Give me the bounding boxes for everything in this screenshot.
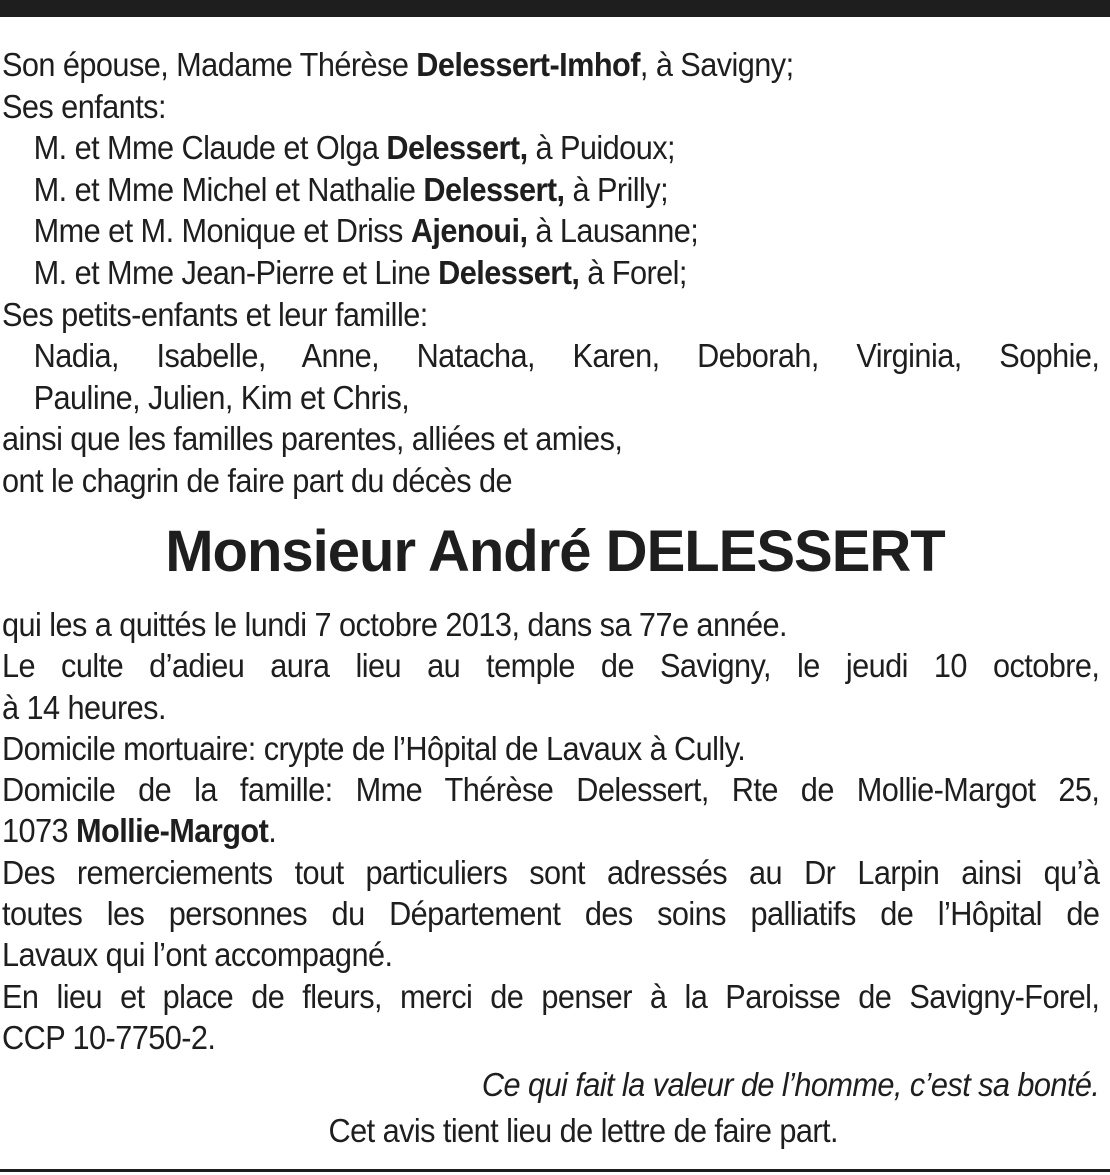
child-suffix: à Prilly; (564, 170, 669, 208)
child-suffix: à Forel; (579, 253, 687, 291)
memorial-quote: Ce qui fait la valeur de l’homme, c’est sa bonté. (481, 1066, 1100, 1104)
child-name: Delessert, (423, 170, 565, 208)
spouse-name: Delessert-Imhof (416, 46, 640, 83)
child-suffix: à Lausanne; (527, 212, 699, 250)
mortuary-line: Domicile mortuaire: crypte de l’Hôpital de Lavaux à Cully. (2, 729, 746, 767)
family-home-line: Domicile de la famille: Mme Thérèse Delessert, Rte de Mollie-Margot 25, (2, 771, 1100, 809)
service-details (2, 604, 1099, 1151)
child-name: Delessert, (438, 253, 580, 291)
grandchildren-line: Pauline, Julien, Kim et Chris, (33, 378, 410, 416)
bottom-rule (0, 1169, 1110, 1172)
grandchildren-line: Nadia, Isabelle, Anne, Natacha, Karen, Deborah, Virginia, Sophie, (33, 337, 1100, 375)
child-suffix: à Puidoux; (527, 129, 675, 167)
family-announcement (2, 44, 1099, 502)
town-name: Mollie-Margot (76, 812, 269, 850)
service-line: Le culte d’adieu aura lieu au temple de Savigny, le jeudi 10 octobre, (2, 647, 1100, 685)
deceased-name: Monsieur André DELESSERT (165, 519, 945, 584)
child-line (2, 127, 1099, 169)
passed-line: qui les a quittés le lundi 7 octobre 2013, dans sa 77e année. (2, 606, 787, 643)
spouse-suffix: , à Savigny; (639, 46, 794, 83)
child-name: Ajenoui, (410, 212, 528, 250)
child-prefix: M. et Mme Claude et Olga (33, 129, 387, 167)
thanks-line: Lavaux qui l’ont accompagné. (2, 936, 393, 974)
families-line: ainsi que les familles parentes, alliées et amies, (2, 420, 623, 458)
spouse-line (2, 44, 1099, 86)
spouse-prefix: Son épouse, Madame Thérèse (2, 46, 417, 83)
closing-line: Cet avis tient lieu de lettre de faire part. (328, 1111, 838, 1149)
thanks-line: Des remerciements tout particuliers sont adressés au Dr Larpin ainsi qu’à (2, 853, 1100, 891)
flowers-line: CCP 10-7750-2. (2, 1018, 216, 1056)
top-rule (0, 0, 1110, 17)
announce-line: ont le chagrin de faire part du décès de (2, 461, 513, 499)
child-prefix: M. et Mme Jean-Pierre et Line (33, 253, 439, 291)
child-line (2, 169, 1099, 211)
child-line (2, 210, 1099, 252)
children-heading: Ses enfants: (2, 87, 166, 125)
family-home-town-line (2, 810, 1099, 851)
thanks-line: toutes les personnes du Département des soins palliatifs de l’Hôpital de (2, 895, 1100, 933)
service-time-line: à 14 heures. (2, 688, 166, 726)
grandchildren-heading: Ses petits-enfants et leur famille: (2, 295, 428, 333)
child-name: Delessert, (386, 129, 528, 167)
period: . (268, 812, 277, 850)
flowers-line: En lieu et place de fleurs, merci de penser à la Paroisse de Savigny-Forel, (2, 977, 1100, 1015)
child-prefix: M. et Mme Michel et Nathalie (33, 170, 424, 208)
child-prefix: Mme et M. Monique et Driss (33, 212, 411, 250)
zip-code: 1073 (2, 812, 77, 850)
child-line (2, 252, 1099, 294)
